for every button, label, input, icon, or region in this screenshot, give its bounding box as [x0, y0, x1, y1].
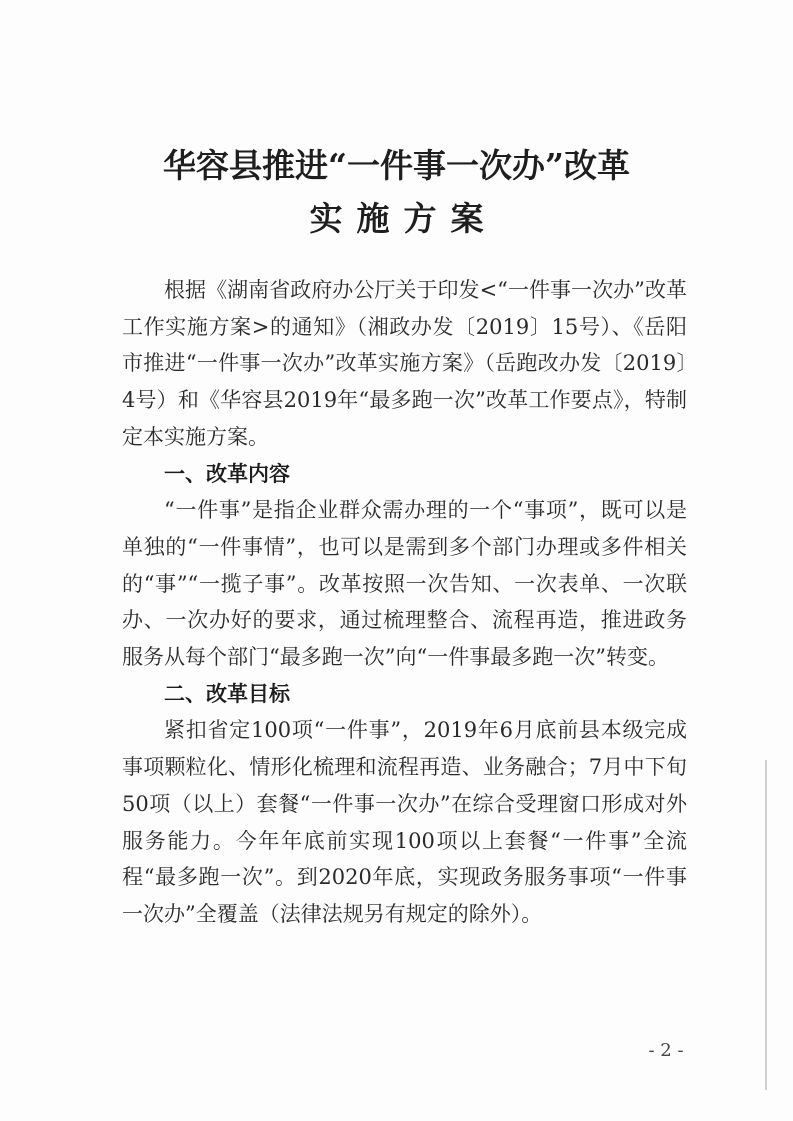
section-heading-goals: 二、改革目标 — [164, 681, 290, 706]
document-title: 华容县推进“一件事一次办”改革 — [163, 146, 630, 185]
section-paragraph-content: “一件事”是指企业群众需办理的一个“事项”，既可以是单独的“一件事情”，也可以是需到多个部门办理或多件相关的“事”“一揽子事”。改革按照一次告知、一次表单、一次联办、一次办好的要求，通过梳理整合、流程再造，推进政务服务从每个部门“最多跑一次”向“一件事最多跑一次”转变。 — [122, 498, 687, 670]
document-body — [122, 272, 687, 933]
section-heading-content: 一、改革内容 — [164, 461, 290, 486]
intro-paragraph: 根据《湖南省政府办公厅关于印发<“一件事一次办”改革工作实施方案>的通知》（湘政办发〔2019〕15号）、《岳阳市推进“一件事一次办”改革实施方案》（岳跑改办发〔2019〕4号）和《华容县2019年“最多跑一次”改革工作要点》，特制定本实施方案。 — [122, 278, 687, 449]
page-number: - 2 - — [648, 1040, 684, 1061]
section-paragraph-goals: 紧扣省定100项“一件事”，2019年6月底前县本级完成事项颗粒化、情形化梳理和流程再造、业务融合；7月中下旬50项（以上）套餐“一件事一次办”在综合受理窗口形成对外服务能力。今年年底前实现100项以上套餐“一件事”全流程“最多跑一次”。到2020年底，实现政务服务事项“一件事一次办”全覆盖（法律法规另有规定的除外）。 — [122, 718, 687, 926]
document-subtitle: 实施方案 — [309, 199, 498, 238]
scan-artifact-line — [765, 760, 767, 1090]
